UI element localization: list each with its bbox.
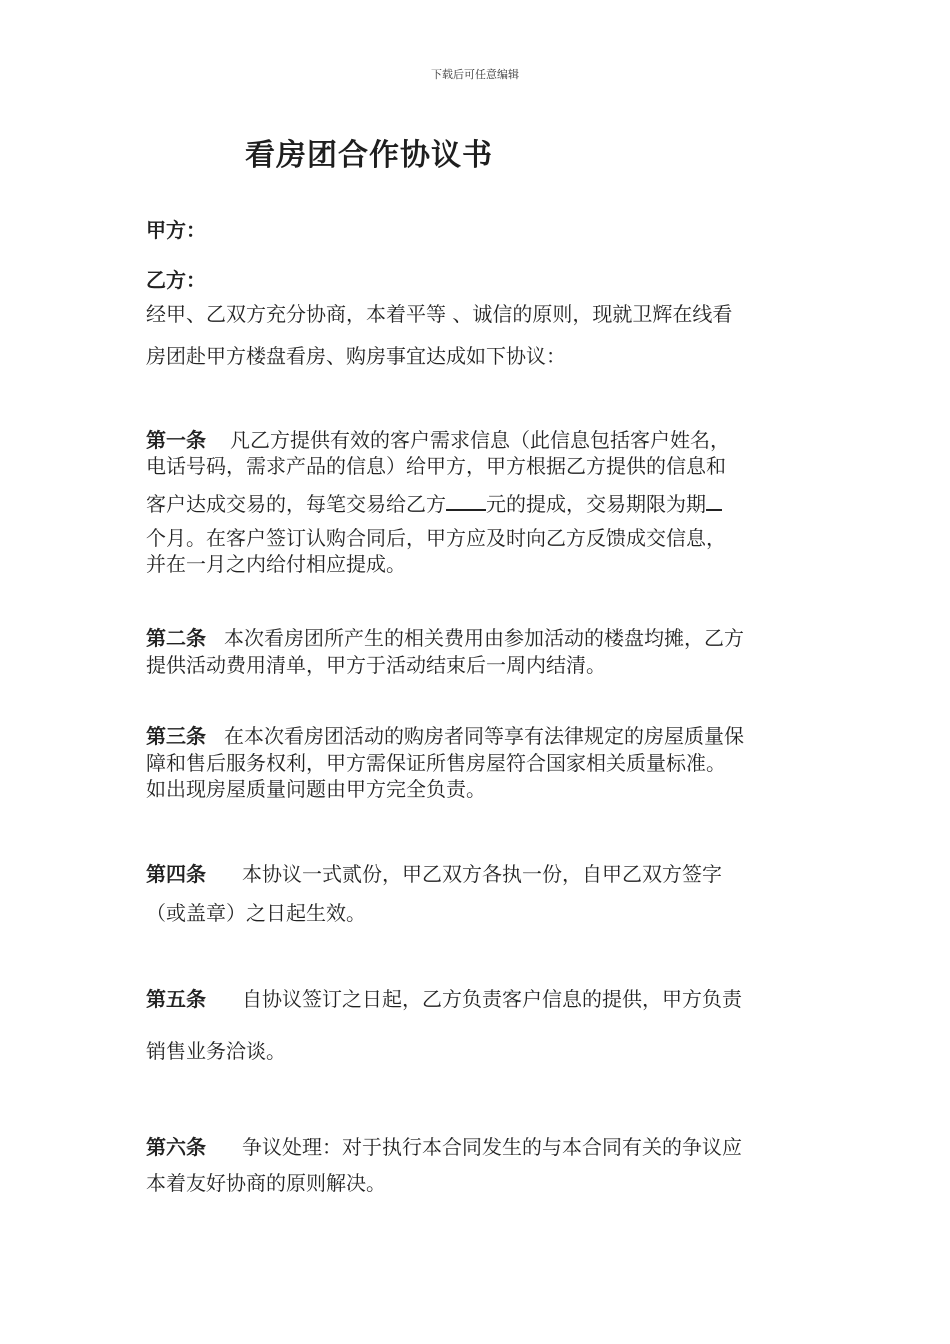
article-4-line-2: （或盖章）之日起生效。 [146,901,366,925]
article-3-line-3: 如出现房屋质量问题由甲方完全负责。 [146,777,486,801]
article-1-text-3b: 元的提成，交易期限为期 [486,492,706,516]
article-5-line-2: 销售业务洽谈。 [146,1039,286,1063]
article-3-text-1: 在本次看房团活动的购房者同等享有法律规定的房屋质量保 [224,724,744,748]
article-1-line-3 [146,488,722,517]
article-2-line-2: 提供活动费用清单，甲方于活动结束后一周内结清。 [146,653,606,677]
article-6-text-1: 争议处理：对于执行本合同发生的与本合同有关的争议应 [242,1135,742,1159]
article-4-label: 第四条 [146,862,206,886]
article-4-text-1: 本协议一式贰份，甲乙双方各执一份，自甲乙双方签字 [242,862,722,886]
party-a-label: 甲方： [146,218,206,242]
document-title: 看房团合作协议书 [245,138,493,173]
article-2-line-1 [146,622,744,651]
article-3-label: 第三条 [146,724,206,748]
article-6-label: 第六条 [146,1135,206,1159]
header-note: 下载后可任意编辑 [431,68,519,81]
article-1-line-4: 个月。在客户签订认购合同后，甲方应及时向乙方反馈成交信息， [146,526,726,550]
article-3-line-1 [146,720,744,749]
article-1-label: 第一条 [146,428,206,452]
article-1-line-2: 电话号码，需求产品的信息）给甲方，甲方根据乙方提供的信息和 [146,454,726,478]
article-5-text-1: 自协议签订之日起，乙方负责客户信息的提供，甲方负责 [242,987,742,1011]
article-1-line-1 [146,424,730,453]
party-b-label: 乙方： [146,268,206,292]
article-5-label: 第五条 [146,987,206,1011]
article-2-text-1: 本次看房团所产生的相关费用由参加活动的楼盘均摊，乙方 [224,626,744,650]
term-months-blank [706,491,722,511]
commission-amount-blank [446,491,486,511]
article-1-text-1: 凡乙方提供有效的客户需求信息（此信息包括客户姓名， [230,428,730,452]
intro-line-1: 经甲、乙双方充分协商，本着平等 、诚信的原则，现就卫辉在线看 [146,302,733,326]
article-6-line-2: 本着友好协商的原则解决。 [146,1171,386,1195]
article-1-text-3a: 客户达成交易的，每笔交易给乙方 [146,492,446,516]
intro-line-2: 房团赴甲方楼盘看房、购房事宜达成如下协议： [146,344,566,368]
article-1-line-5: 并在一月之内给付相应提成。 [146,552,406,576]
article-6-line-1 [146,1131,742,1160]
article-5-line-1 [146,983,742,1012]
article-4-line-1 [146,858,722,887]
article-2-label: 第二条 [146,626,206,650]
article-3-line-2: 障和售后服务权利，甲方需保证所售房屋符合国家相关质量标准。 [146,751,726,775]
